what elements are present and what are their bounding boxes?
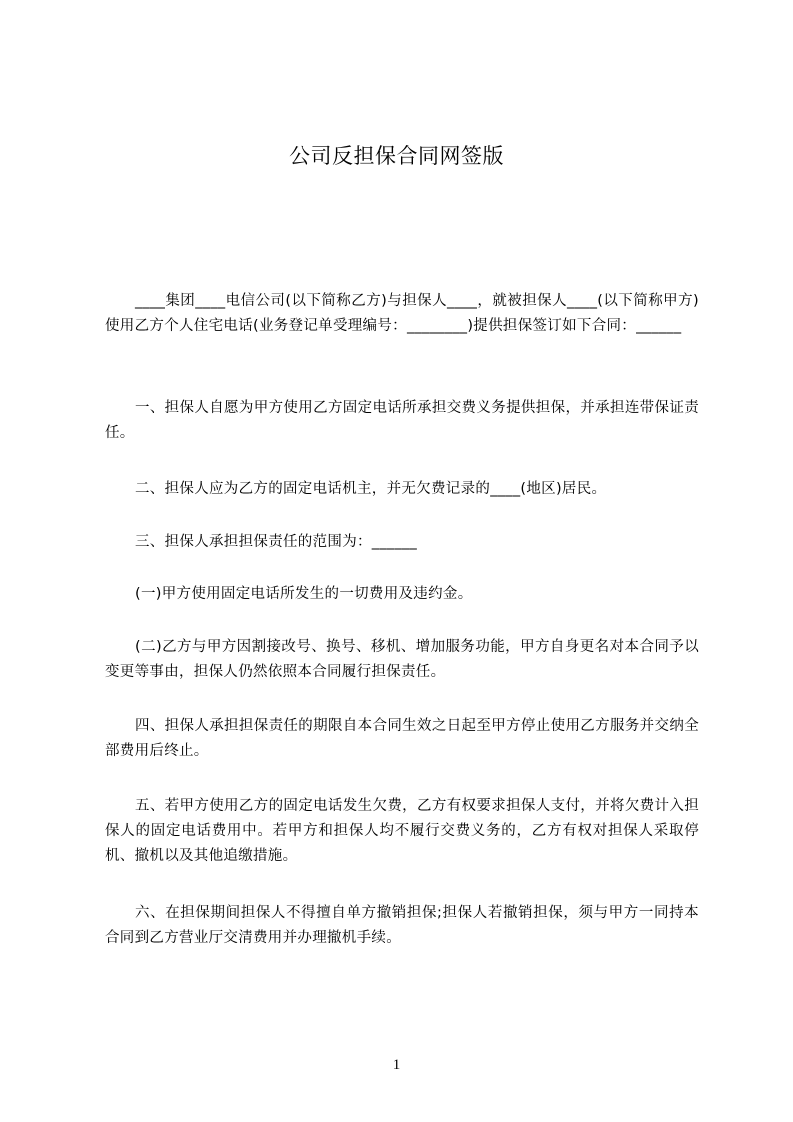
page-number: 1 [392, 1057, 401, 1073]
paragraph-preamble: ____集团____电信公司(以下简称乙方)与担保人____，就被担保人____(以下简称甲方)使用乙方个人住宅电话(业务登记单受理编号：________)提供担保签订如下合同：______ [105, 293, 699, 334]
paragraph-article-1: 一、担保人自愿为甲方使用乙方固定电话所承担交费义务提供担保，并承担连带保证责任。 [105, 400, 699, 441]
paragraph-article-5: 五、若甲方使用乙方的固定电话发生欠费，乙方有权要求担保人支付，并将欠费计入担保人的固定电话费用中。若甲方和担保人均不履行交费义务的，乙方有权对担保人采取停机、撤机以及其他追缴措施。 [105, 798, 699, 864]
paragraph-article-6: 六、在担保期间担保人不得擅自单方撤销担保;担保人若撤销担保，须与甲方一同持本合同到乙方营业厅交清费用并办理撤机手续。 [105, 905, 699, 946]
paragraph-article-4: 四、担保人承担担保责任的期限自本合同生效之日起至甲方停止使用乙方服务并交纳全部费用后终止。 [105, 718, 699, 759]
paragraph-article-3-item-1: (一)甲方使用固定电话所发生的一切费用及违约金。 [135, 586, 473, 602]
document-title: 公司反担保合同网签版 [289, 144, 504, 168]
paragraph-article-3-item-2: (二)乙方与甲方因割接改号、换号、移机、增加服务功能，甲方自身更名对本合同予以变更等事由，担保人仍然依照本合同履行担保责任。 [105, 639, 699, 680]
paragraph-article-3: 三、担保人承担担保责任的范围为：______ [135, 534, 418, 550]
paragraph-article-2: 二、担保人应为乙方的固定电话机主，并无欠费记录的____(地区)居民。 [135, 481, 607, 497]
